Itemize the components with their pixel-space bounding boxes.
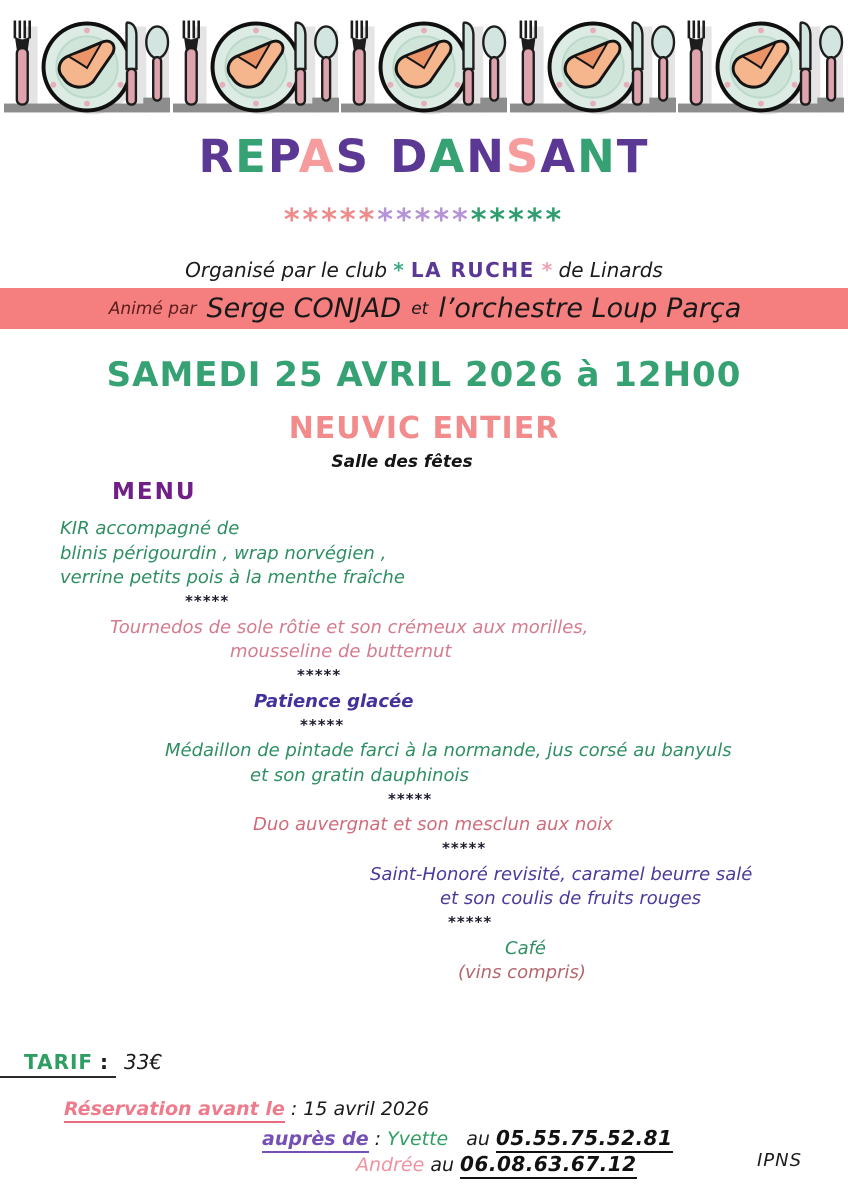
place-setting-icon — [678, 14, 844, 118]
place-setting-icon — [4, 14, 170, 118]
menu-item: Patience glacée — [254, 690, 414, 712]
contact-name-yvette: Yvette — [387, 1128, 449, 1150]
top-border — [4, 14, 844, 118]
menu-item: (vins compris) — [458, 962, 586, 984]
place-setting-icon — [510, 14, 676, 118]
phone-number-1: 05.55.75.52.81 — [496, 1126, 673, 1153]
menu-item: KIR accompagné de — [60, 518, 240, 539]
reservation-line — [64, 1098, 429, 1120]
menu-item: Café — [505, 937, 547, 959]
text-segment: Animé par — [108, 298, 197, 319]
title-letter: N — [577, 130, 617, 183]
menu-separator: ***** — [448, 913, 493, 931]
text-segment: l’orchestre Loup Parça — [438, 293, 742, 324]
hall-line: Salle des fêtes — [331, 452, 473, 472]
menu-item: et son coulis de fruits rouges — [440, 888, 702, 910]
menu-separator: ***** — [185, 592, 230, 611]
title-letter: R — [198, 130, 236, 183]
phone-number-2: 06.08.63.67.12 — [460, 1152, 637, 1179]
reservation-label: Réservation avant le — [64, 1098, 285, 1123]
tarif-label: TARIF — [24, 1050, 94, 1074]
text-segment: * — [393, 258, 411, 282]
title-letter: A — [429, 130, 467, 183]
menu-item: blinis périgourdin , wrap norvégien , — [60, 542, 387, 564]
place-setting-icon — [341, 14, 507, 118]
menu-item: Duo auvergnat et son mesclun aux noix — [253, 814, 613, 836]
tarif-line — [0, 1050, 162, 1078]
organised-line — [0, 258, 848, 282]
title-letter: A — [540, 130, 578, 183]
menu-item: Saint-Honoré revisité, caramel beurre salé — [370, 863, 753, 885]
reservation-date: : 15 avril 2026 — [284, 1098, 430, 1120]
ipns-label: IPNS — [757, 1150, 803, 1171]
contact-au-2: au — [430, 1154, 455, 1176]
text-segment: LA RUCHE — [410, 258, 535, 282]
title-letter: S — [335, 130, 371, 183]
title-letter: A — [298, 130, 336, 183]
menu-label: MENU — [112, 479, 197, 505]
title-letter: D — [390, 130, 430, 183]
title-letter: E — [235, 130, 268, 183]
menu-lines — [0, 518, 848, 987]
menu-separator: ***** — [388, 789, 433, 808]
contact-colon: : — [368, 1128, 388, 1150]
tarif-colon: : — [93, 1050, 109, 1074]
menu-separator: ***** — [297, 666, 342, 685]
text-segment: Serge CONJAD — [206, 293, 402, 324]
star-group: ***** — [283, 203, 378, 238]
text-segment: Organisé par le club — [185, 258, 394, 282]
contact-au-1: au — [466, 1128, 490, 1150]
menu-separator: ***** — [300, 715, 345, 734]
menu-item: Tournedos de sole rôtie et son crémeux aux morilles, — [110, 616, 589, 638]
banner — [0, 288, 848, 329]
text-segment: et — [411, 298, 429, 319]
title-letter: S — [505, 130, 541, 183]
title-letter: N — [466, 130, 506, 183]
title-letter: T — [616, 130, 650, 183]
contact-line-1 — [262, 1126, 673, 1150]
menu-separator: ***** — [442, 838, 487, 857]
page-title — [0, 130, 848, 183]
star-divider — [0, 203, 848, 238]
text-segment: * — [534, 258, 553, 282]
place-setting-icon — [173, 14, 339, 118]
contact-name-andree: Andrée — [356, 1154, 425, 1176]
menu-item: verrine petits pois à la menthe fraîche — [60, 567, 405, 589]
tarif-underline — [0, 1050, 116, 1078]
tarif-value: 33€ — [124, 1050, 163, 1074]
menu-item: Médaillon de pintade farci à la normande, jus corsé au banyuls — [165, 740, 732, 762]
contact-line-2 — [356, 1152, 637, 1176]
contact-label: auprès de — [262, 1128, 369, 1153]
text-segment: de Linards — [552, 258, 663, 282]
menu-item: et son gratin dauphinois — [250, 764, 469, 786]
venue-line: NEUVIC ENTIER — [288, 411, 560, 446]
star-group: ***** — [377, 203, 471, 238]
date-line: SAMEDI 25 AVRIL 2026 à 12H00 — [106, 355, 742, 395]
title-letter: P — [267, 130, 299, 183]
menu-item: mousseline de butternut — [230, 641, 452, 663]
star-group: ***** — [470, 203, 565, 238]
